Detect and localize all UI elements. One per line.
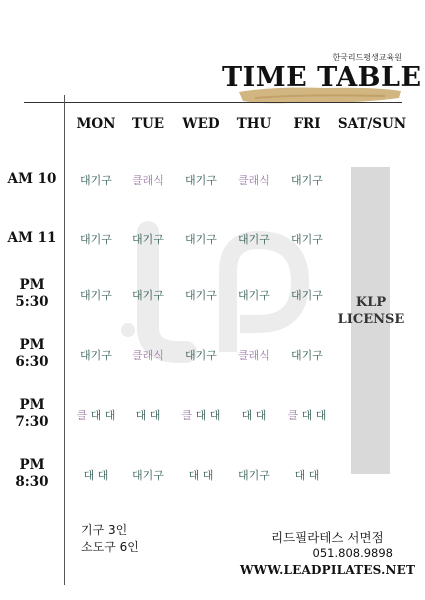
weekend-label (326, 294, 416, 328)
time-label (6, 171, 58, 188)
time-label-line: 5:30 (15, 294, 49, 310)
day-header-sat-sun: SAT/SUN (337, 116, 407, 132)
time-label-line: 8:30 (15, 474, 49, 490)
class-type: 대 대 (83, 469, 109, 482)
day-header-wed: WED (182, 116, 220, 132)
class-type: 대기구 (291, 174, 323, 187)
time-label-line: AM 10 (7, 170, 57, 187)
time-label-line: PM (19, 397, 45, 413)
time-label-line: AM 11 (7, 229, 57, 246)
class-cell (119, 407, 177, 423)
class-type: 클 (287, 409, 299, 422)
class-type: 대기구 (80, 233, 112, 246)
time-column-divider (64, 95, 65, 585)
class-type: 대기구 (185, 349, 217, 362)
class-cell (67, 172, 125, 188)
class-type: 대기구 (238, 233, 270, 246)
class-cell (119, 467, 177, 483)
class-cell (278, 231, 336, 247)
class-type: 대기구 (132, 469, 164, 482)
time-label (6, 277, 58, 311)
class-cell (119, 287, 177, 303)
class-type: 대 대 (298, 409, 327, 422)
class-cell (278, 407, 336, 423)
class-cell (225, 231, 283, 247)
class-cell (67, 287, 125, 303)
class-cell (225, 407, 283, 423)
class-type: 대기구 (291, 289, 323, 302)
class-type: 대 대 (87, 409, 116, 422)
time-label-line: 7:30 (15, 414, 49, 430)
class-cell (172, 407, 230, 423)
class-type: 클 (76, 409, 88, 422)
class-cell (119, 172, 177, 188)
day-header-fri: FRI (293, 116, 321, 132)
time-label (6, 337, 58, 371)
class-type: 대 대 (192, 409, 221, 422)
class-type: 클래식 (132, 349, 164, 362)
day-header-tue: TUE (131, 116, 165, 132)
class-type: 대기구 (238, 469, 270, 482)
store-name: 리드필라테스 서면점 (271, 530, 384, 545)
class-type: 대 대 (188, 469, 214, 482)
class-cell (278, 172, 336, 188)
day-header-thu: THU (236, 116, 272, 132)
class-type: 대기구 (80, 174, 112, 187)
time-label-line: 6:30 (15, 354, 49, 370)
class-type: 클래식 (238, 174, 270, 187)
class-cell (172, 467, 230, 483)
time-label-line: PM (19, 457, 45, 473)
weekend-label-line: LICENSE (337, 312, 405, 327)
time-label (6, 457, 58, 491)
class-cell (119, 347, 177, 363)
time-label-line: PM (19, 337, 45, 353)
class-cell (172, 172, 230, 188)
website-link[interactable]: WWW.LEADPILATES.NET (240, 563, 416, 577)
class-type: 대 대 (294, 469, 320, 482)
header-divider (24, 102, 402, 103)
class-cell (278, 467, 336, 483)
class-cell (225, 347, 283, 363)
class-type: 대기구 (132, 289, 164, 302)
class-cell (225, 467, 283, 483)
time-label (6, 230, 58, 247)
class-type: 대기구 (185, 174, 217, 187)
class-cell (172, 287, 230, 303)
class-cell (172, 231, 230, 247)
page-title: TIME TABLE (222, 62, 422, 93)
phone-number: 051.808.9898 (312, 546, 393, 560)
academy-name: 한국리드평생교육원 (332, 53, 402, 62)
class-type: 대 대 (241, 409, 267, 422)
class-type: 클래식 (132, 174, 164, 187)
class-type: 클 (181, 409, 193, 422)
class-type: 대기구 (291, 349, 323, 362)
class-type: 대기구 (80, 289, 112, 302)
class-type: 클래식 (238, 349, 270, 362)
weekend-label-line: KLP (355, 295, 387, 310)
class-type: 대기구 (185, 233, 217, 246)
class-cell (278, 287, 336, 303)
class-type: 대기구 (291, 233, 323, 246)
class-cell (67, 467, 125, 483)
class-type: 대기구 (238, 289, 270, 302)
day-header-mon: MON (76, 116, 116, 132)
capacity-note: 기구 3인 (81, 523, 128, 537)
class-type: 대기구 (185, 289, 217, 302)
class-cell (119, 231, 177, 247)
class-cell (278, 347, 336, 363)
class-type: 대기구 (80, 349, 112, 362)
class-cell (172, 347, 230, 363)
time-label-line: PM (19, 277, 45, 293)
class-type: 대 대 (135, 409, 161, 422)
class-cell (67, 407, 125, 423)
class-cell (225, 172, 283, 188)
class-cell (67, 347, 125, 363)
time-label (6, 397, 58, 431)
class-cell (225, 287, 283, 303)
class-cell (67, 231, 125, 247)
class-type: 대기구 (132, 233, 164, 246)
capacity-note: 소도구 6인 (81, 540, 139, 554)
